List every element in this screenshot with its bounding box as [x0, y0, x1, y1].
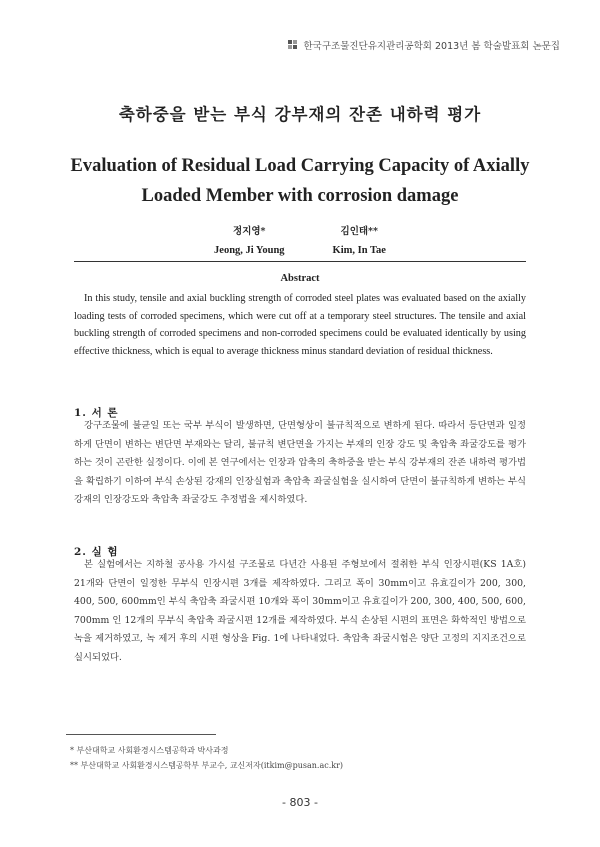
author-1-english-name: Jeong, Ji Young [214, 245, 285, 256]
footnote-divider [66, 734, 216, 735]
title-divider [74, 261, 526, 262]
author-2-english-name: Kim, In Tae [332, 245, 386, 256]
abstract-body: In this study, tensile and axial buckling strength of corroded steel plates was evaluated based on the axially loading tests of corroded specimens, which were cut off at a temporary steel structures. The tensile and axial buckling strength of corroded specimens and non-corroded specimens could be evaluated identically by using effective thickness, which is equal to average thickness minus standard deviation of residual thickness. [74, 293, 526, 357]
section-2-body: 본 실험에서는 지하철 공사용 가시설 구조물로 다년간 사용된 주형보에서 절취한 부식 인장시편(KS 1A호) 21개와 단면이 일정한 무부식 인장시편 3개를 제작하였다. 그리고 폭이 30mm이고 유효길이가 200, 300, 400, 500, 600mm인 부식 축압축 좌굴시편 10개와 폭이 30mm이고 유효길이가 200, 300, 400, 500, 600, 700mm 인 12개의 무부식 축압축 좌굴시편 12개를 제작하였다. 부식 손상된 시편의 표면은 화학적인 방법으로 녹을 제거하였고, 녹 제거 후의 시편 형상을 Fig. 1에 나타내었다. 축압축 좌굴시험은 양단 고정의 지지조건으로 실시되었다. [74, 559, 526, 663]
page-number: - 803 - [282, 796, 318, 809]
author-list [0, 222, 600, 260]
korean-title: 축하중을 받는 부식 강부재의 잔존 내하력 평가 [118, 105, 482, 124]
author-1-korean-name: 정지영* [233, 226, 266, 237]
running-header [288, 38, 560, 52]
section-1-heading: 1. 서 론 [74, 407, 119, 419]
footnotes [70, 743, 343, 773]
english-title-line-2: Loaded Member with corrosion damage [141, 186, 459, 206]
author-2-korean-name: 김인태** [340, 226, 378, 237]
english-title-line-1: Evaluation of Residual Load Carrying Capacity of Axially [70, 156, 530, 176]
section-1-body: 강구조물에 불균일 또는 국부 부식이 발생하면, 단면형상이 불규칙적으로 변하게 된다. 따라서 등단면과 일정하게 단면이 변하는 변단면 부재와는 달리, 불규칙 변단면을 가지는 부재의 인장 강도 및 축압축 좌굴강도를 평가하는 것이 곤란한 실정이다. 이에 본 연구에서는 인장과 압축의 축하중을 받는 부식 강부재의 잔존 내하력 평가법을 확립하기 이하여 부식 손상된 강재의 인장실험과 축압축 좌굴실험을 실시하여 단면이 불규칙하게 변하는 부식 강재의 인장강도와 축압축 좌굴강도 추정법을 제시하였다. [74, 420, 526, 506]
abstract-heading: Abstract [280, 273, 320, 284]
footnote-2: ** 부산대학교 사회환경시스템공학부 부교수, 교신저자(itkim@pusan.ac.kr) [70, 761, 344, 770]
header-text: 한국구조물진단유지관리공학회 2013년 봄 학술발표회 논문집 [303, 41, 560, 52]
footnote-1: * 부산대학교 사회환경시스템공학과 박사과정 [70, 746, 229, 755]
author-1 [214, 222, 285, 260]
conference-logo-icon [288, 40, 299, 51]
english-title [40, 151, 560, 211]
author-2 [333, 222, 386, 260]
section-2-heading: 2. 실 험 [74, 546, 119, 558]
